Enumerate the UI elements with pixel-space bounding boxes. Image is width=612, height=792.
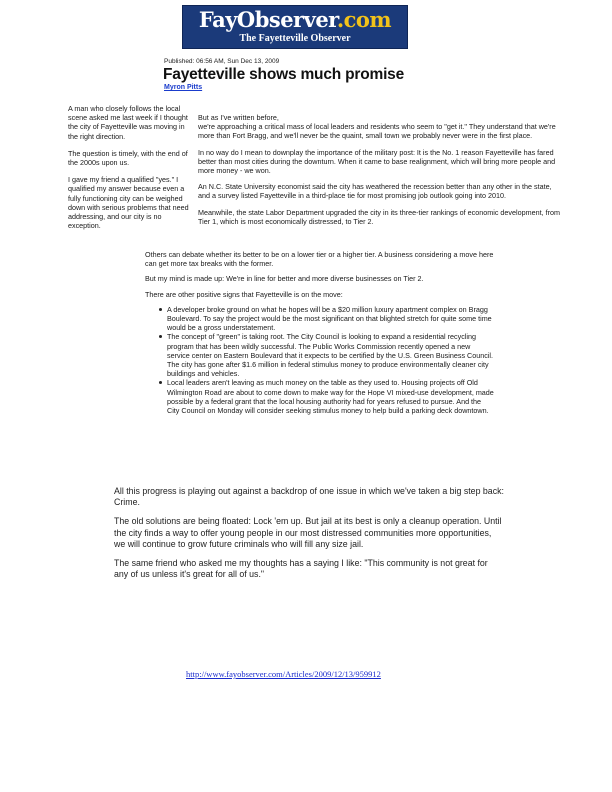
article-headline: Fayetteville shows much promise [163, 66, 405, 83]
bullet-icon [159, 335, 162, 338]
paragraph: But as I've written before, we're approaching a critical mass of local leaders and residents who seem to "get it." They understand that we're more than Fort Bragg, and we'll never be the quaint, small town we probably never were in the first place. [198, 113, 556, 141]
bullet-list [145, 305, 495, 415]
paragraph: The same friend who asked me my thoughts has a saying I like: "This community is not great for any of us unless it's great for all of us." [114, 558, 488, 580]
bullet-icon [159, 381, 162, 384]
paragraph: I gave my friend a qualified "yes." I qualified my answer because even a fully functioning city can be weighed down with serious problems that need addressing, and our city is no exception. [68, 175, 189, 231]
logo-tagline: The Fayetteville Observer [239, 33, 351, 44]
paragraph: A man who closely follows the local scene asked me last week if I thought the city of Fayetteville was moving in the right direction. [68, 104, 188, 141]
left-column [68, 104, 190, 238]
masthead-logo[interactable] [182, 5, 408, 49]
paragraph: In no way do I mean to downplay the importance of the military post: It is the No. 1 reason Fayetteville has fared better than most cities during the downturn. When it came to base realignment, which will bring more people and more money - we won. [198, 147, 556, 176]
right-column [198, 113, 562, 233]
paragraph: The old solutions are being floated: Lock 'em up. But jail at its best is only a cleanup operation. Until the city finds a way to offer young people in our most distressed communities more opportunities, we will continue to grow future criminals who will fill any size jail. [114, 516, 502, 549]
paragraph: All this progress is playing out against a backdrop of one issue in which we've taken a big step back: Crime. [114, 486, 504, 508]
published-timestamp: Published: 06:56 AM, Sun Dec 13, 2009 [164, 58, 280, 65]
list-item: A developer broke ground on what he hopes will be a $20 million luxury apartment complex on Bragg Boulevard. To say the project would be the most significant on that blighted stretch for quite some time would be a gross understatement. [145, 305, 495, 333]
logo-wordmark: FayObserver.com [198, 7, 392, 32]
paragraph: An N.C. State University economist said the city has weathered the recession better than any other in the state, and a survey listed Fayetteville in a third-place tie for most promising job outlook going into 2010. [198, 182, 552, 201]
paragraph: But my mind is made up: We're in line for better and more diverse businesses on Tier 2. [145, 274, 424, 284]
paragraph: The question is timely, with the end of the 2000s upon us. [68, 148, 188, 168]
paragraph: Meanwhile, the state Labor Department upgraded the city in its three-tier rankings of economic development, from Tier 1, which is most economically distressed, to Tier 2. [198, 207, 560, 226]
lower-section [114, 486, 504, 588]
middle-section [145, 250, 495, 415]
bullet-icon [159, 308, 162, 311]
author-link[interactable]: Myron Pitts [164, 84, 203, 91]
paragraph: There are other positive signs that Fayetteville is on the move: [145, 289, 343, 299]
list-item: The concept of "green" is taking root. The City Council is looking to expand a residential recycling program that has been wildly successful. The Public Works Commission recently opened a new service center on Eastern Boulevard that it expects to be certified by the U.S. Green Business Council. The city has gone after $1.6 million in federal stimulus money to produce environmentally cleaner city buildings and vehicles. [145, 332, 495, 378]
source-url-link[interactable]: http://www.fayobserver.com/Articles/2009/12/13/959912 [186, 669, 381, 679]
paragraph: Others can debate whether its better to be on a lower tier or a higher tier. A business considering a move here can get more tax breaks with the former. [145, 250, 494, 269]
list-item: Local leaders aren't leaving as much money on the table as they used to. Housing projects off Old Wilmington Road are about to come down to make way for the Hope VI mixed-use development, made possible by a federal grant that the local housing authority had for years refused to pursue. And the City Council on Monday will consider seeking stimulus money to help build a parking deck downtown. [145, 378, 495, 415]
